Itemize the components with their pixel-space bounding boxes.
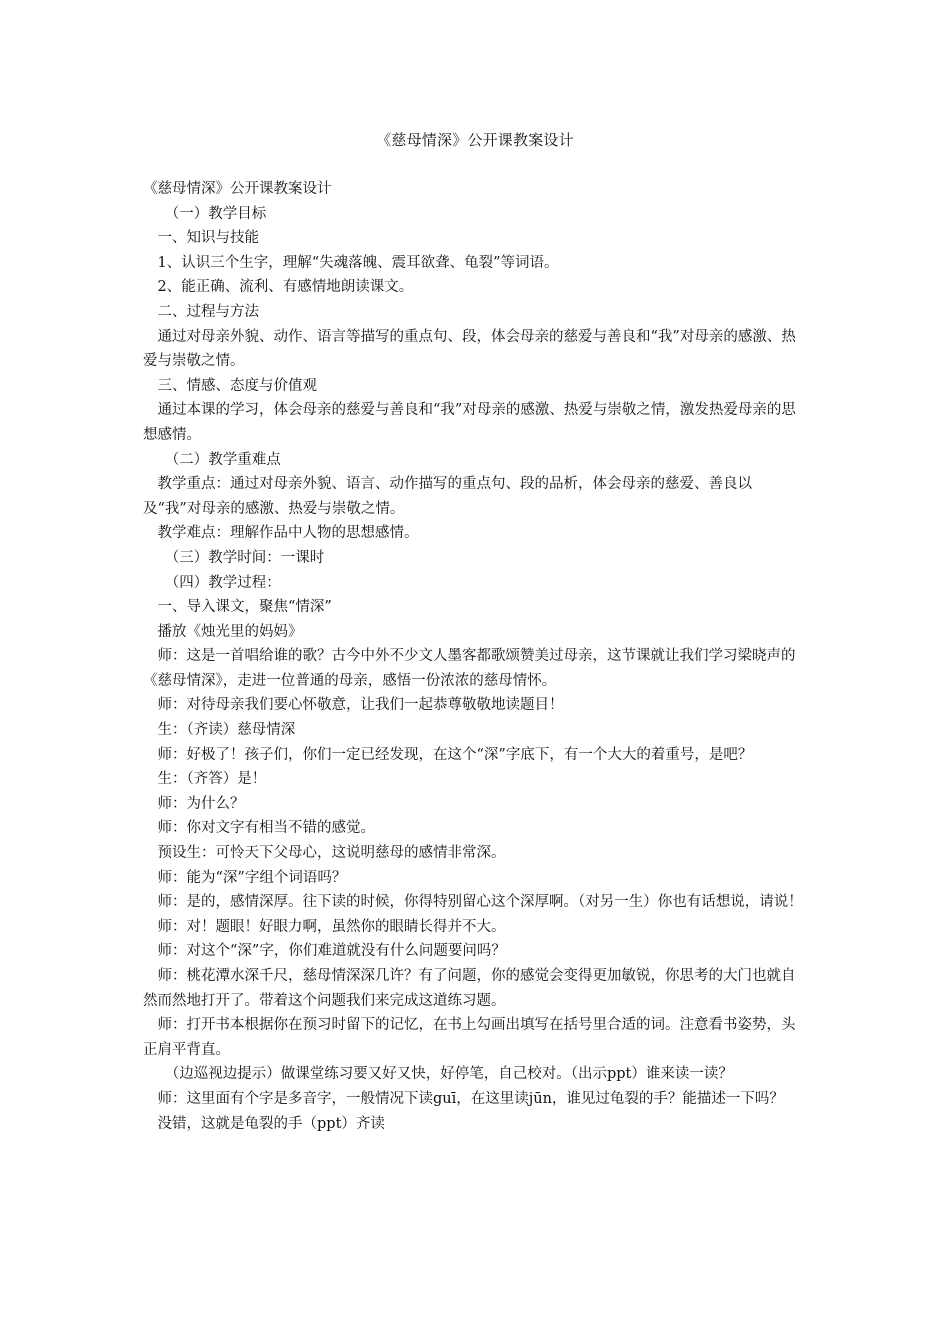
paragraph: 教学重点：通过对母亲外貌、语言、动作描写的重点句、段的品析，体会母亲的慈爱、善良以及“我”对母亲的感激、热爱与崇敬之情。 — [143, 476, 752, 517]
paragraph: 播放《烛光里的妈妈》 — [157, 623, 303, 640]
document-body — [143, 177, 803, 1136]
paragraph: 通过对母亲外貌、动作、语言等描写的重点句、段，体会母亲的慈爱与善良和“我”对母亲的感激、热爱与崇敬之情。 — [143, 328, 796, 370]
paragraph: 没错，这就是龟裂的手（ppt）齐读 — [157, 1115, 385, 1132]
paragraph: 三、情感、态度与价值观 — [157, 377, 317, 394]
paragraph: 师：桃花潭水深千尺，慈母情深深几许？有了问题，你的感觉会变得更加敏锐，你思考的大门也就自然而然地打开了。带着这个问题我们来完成这道练习题。 — [143, 968, 796, 1009]
paragraph: 通过本课的学习，体会母亲的慈爱与善良和“我”对母亲的感激、热爱与崇敬之情，激发热爱母亲的思想感情。 — [143, 402, 796, 443]
paragraph: 师：打开书本根据你在预习时留下的记忆，在书上勾画出填写在括号里合适的词。注意看书姿势，头正肩平背直。 — [143, 1017, 796, 1058]
paragraph: 师：好极了！孩子们，你们一定已经发现，在这个“深”字底下，有一个大大的着重号，是吧？ — [157, 746, 753, 763]
paragraph: 师：对！题眼！好眼力啊，虽然你的眼睛长得并不大。 — [157, 918, 506, 935]
paragraph: 一、导入课文，聚焦“情深” — [157, 599, 332, 616]
paragraph: （三）教学时间：一课时 — [164, 549, 325, 566]
paragraph: 师：你对文字有相当不错的感觉。 — [157, 820, 375, 837]
paragraph: 一、知识与技能 — [157, 230, 259, 247]
paragraph: 师：对这个“深”字，你们难道就没有什么问题要问吗？ — [157, 943, 506, 960]
paragraph: 师：是的，感情深厚。往下读的时候，你得特别留心这个深厚啊。（对另一生）你也有话想说，请说！ — [157, 894, 803, 911]
paragraph: （四）教学过程： — [164, 574, 281, 591]
paragraph: 1、认识三个生字，理解“失魂落魄、震耳欲聋、龟裂”等词语。 — [157, 254, 559, 271]
paragraph: 二、过程与方法 — [157, 303, 259, 320]
paragraph: 预设生：可怜天下父母心，这说明慈母的感情非常深。 — [157, 845, 506, 862]
paragraph: 师：能为“深”字组个词语吗？ — [157, 869, 347, 886]
paragraph: 师：为什么？ — [157, 795, 245, 812]
paragraph: 教学难点：理解作品中人物的思想感情。 — [157, 525, 419, 542]
paragraph: 《慈母情深》公开课教案设计 — [143, 181, 332, 197]
paragraph: （边巡视边提示）做课堂练习要又好又快，好停笔，自己校对。（出示ppt）谁来读一读？ — [164, 1066, 733, 1083]
paragraph: 师：对待母亲我们要心怀敬意，让我们一起恭尊敬敬地读题目！ — [157, 697, 564, 714]
paragraph: 师：这里面有个字是多音字，一般情况下读guī，在这里读jūn，谁见过龟裂的手？能描述一下吗？ — [157, 1090, 784, 1107]
paragraph: 生：（齐答）是！ — [157, 771, 267, 788]
paragraph: 生：（齐读）慈母情深 — [157, 722, 296, 739]
paragraph: 师：这是一首唱给谁的歌？古今中外不少文人墨客都歌颂赞美过母亲，这节课就让我们学习梁晓声的《慈母情深》，走进一位普通的母亲，感悟一份浓浓的慈母情怀。 — [143, 648, 796, 689]
paragraph: 2、能正确、流利、有感情地朗读课文。 — [157, 279, 414, 296]
document-title: 《慈母情深》公开课教案设计 — [376, 131, 574, 149]
paragraph: （二）教学重难点 — [164, 451, 281, 468]
paragraph: （一）教学目标 — [164, 205, 267, 222]
